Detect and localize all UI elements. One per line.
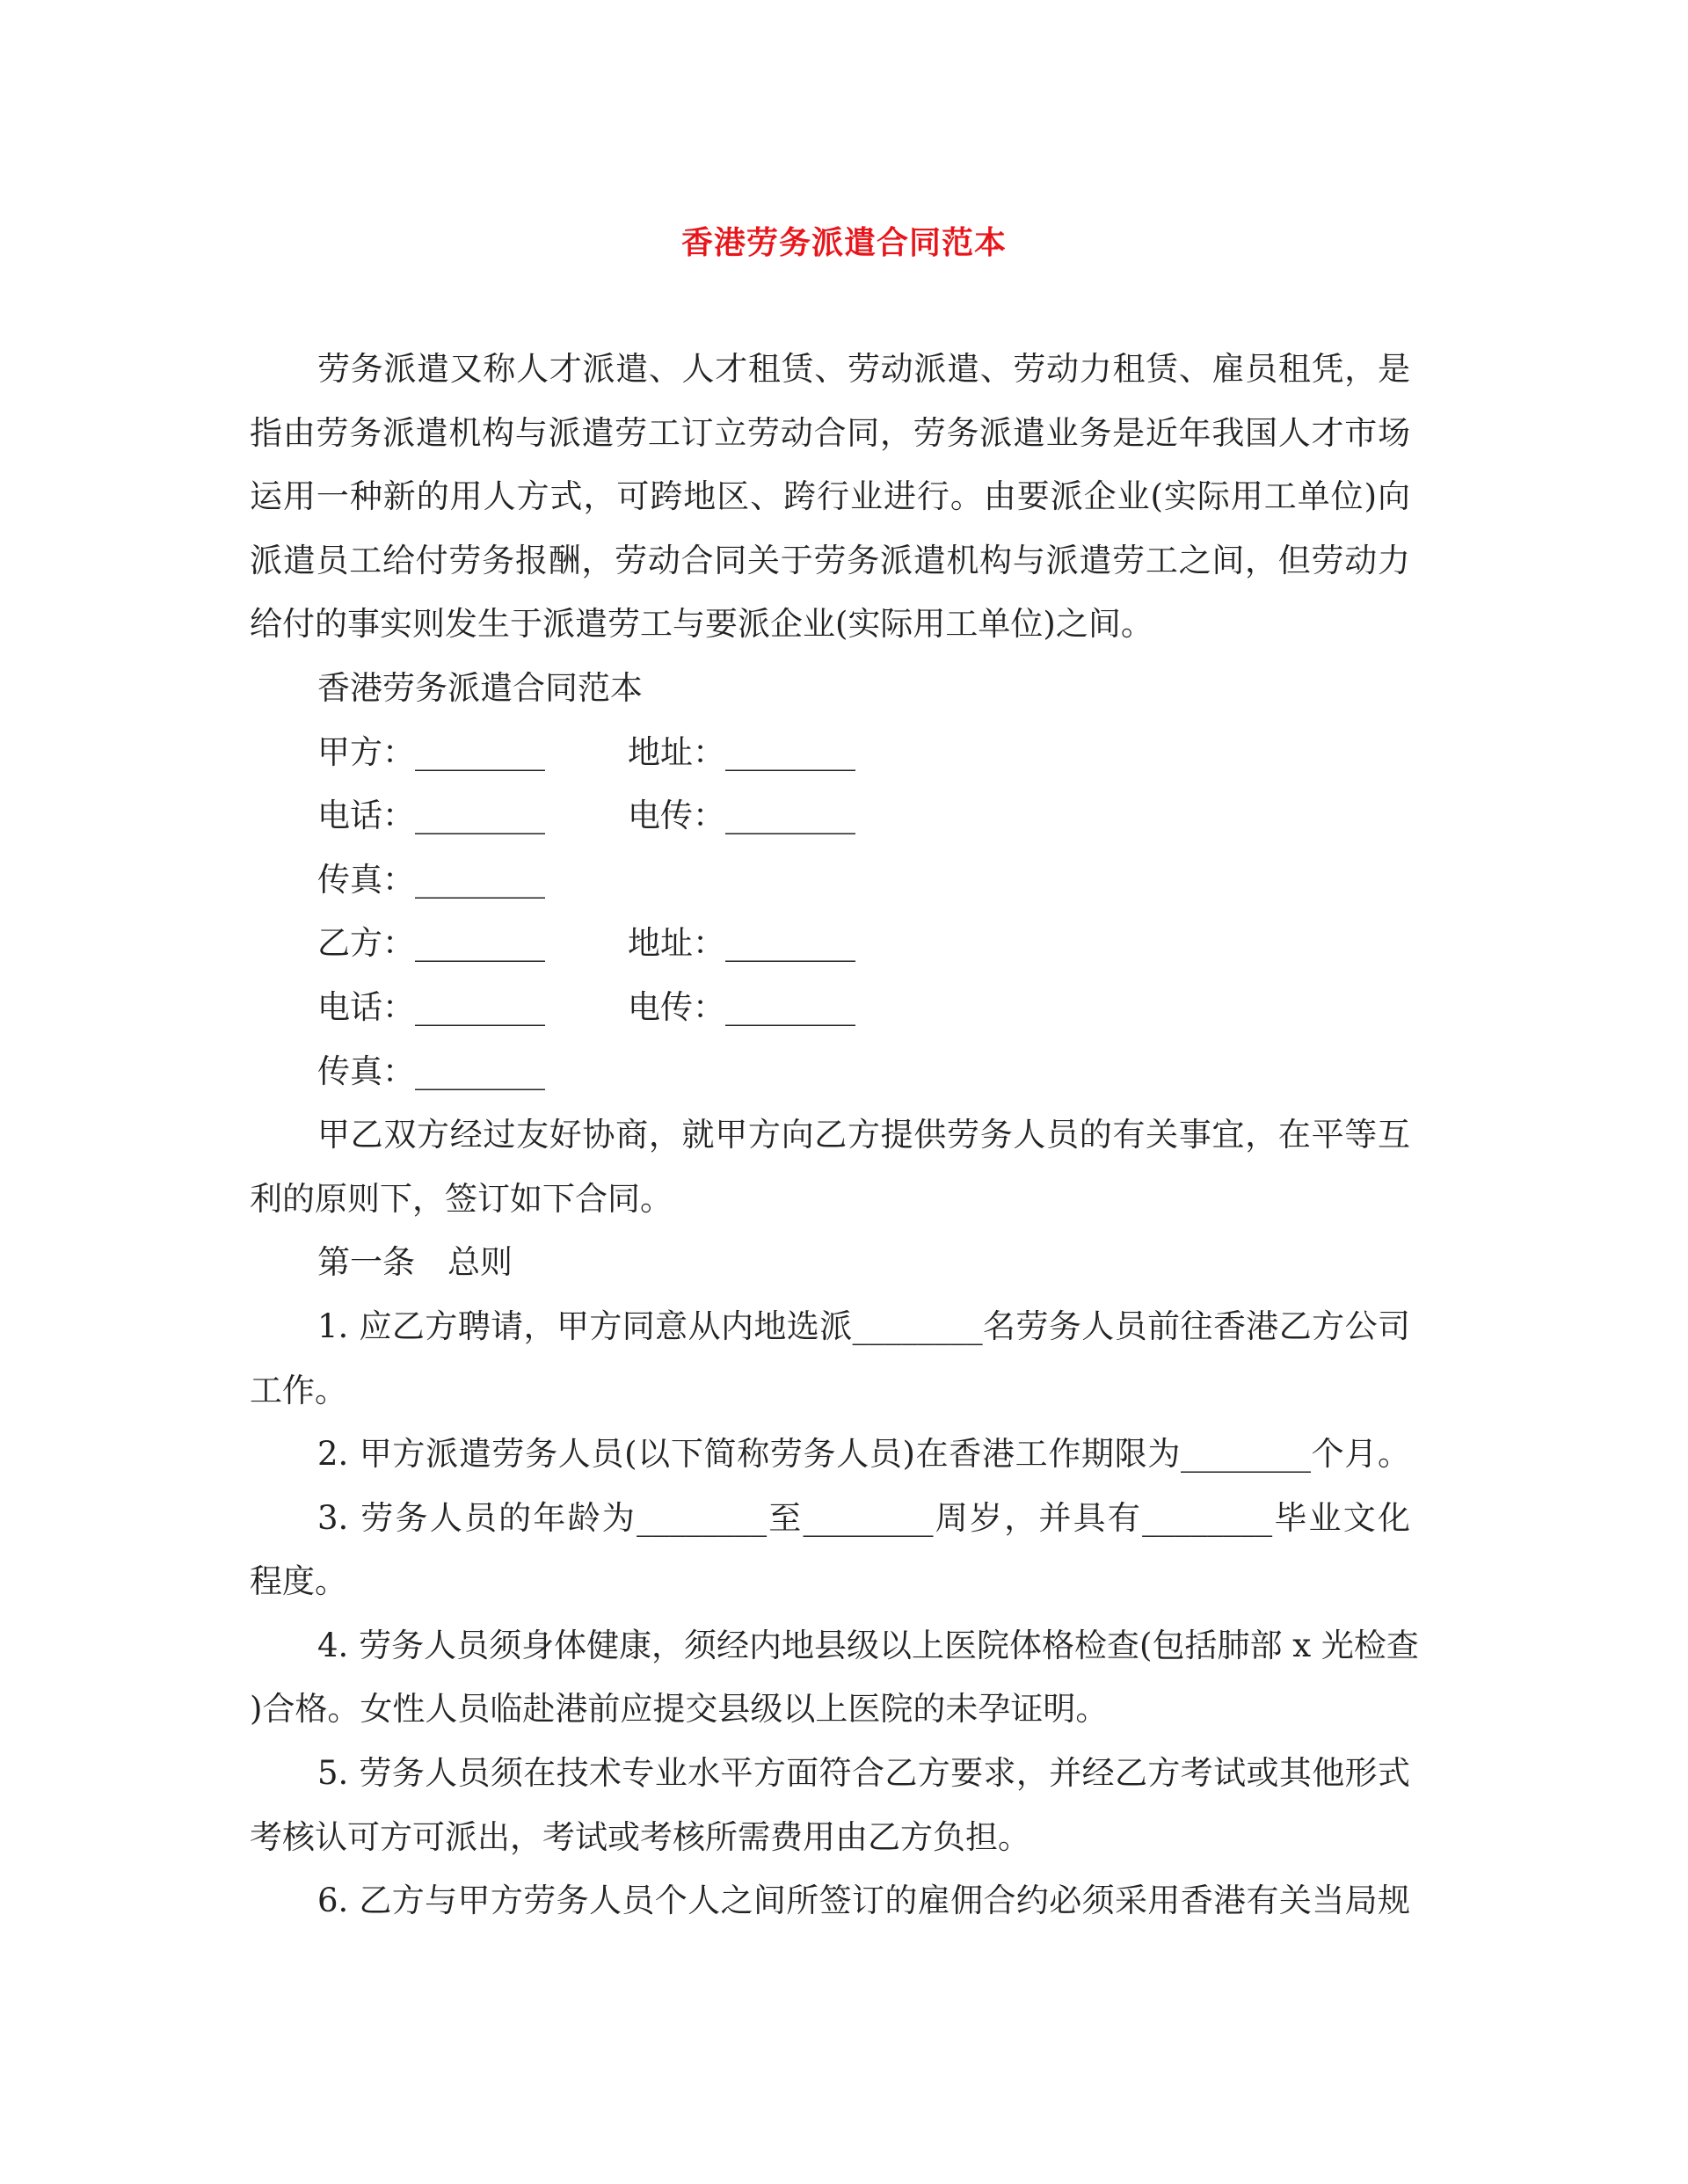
form-field-row [250, 784, 1410, 848]
form-field: 传真：________ [317, 860, 545, 899]
text-line: 指由劳务派遣机构与派遣劳工订立劳动合同，劳务派遣业务是近年我国人才市场 [250, 413, 1410, 452]
text-line: 2. 甲方派遣劳务人员(以下简称劳务人员)在香港工作期限为________个月。 [317, 1435, 1410, 1474]
text-line: 第一条 总则 [317, 1243, 513, 1282]
text-line: )合格。女性人员临赴港前应提交县级以上医院的未孕证明。 [250, 1690, 1109, 1729]
form-field: 乙方：________ [317, 924, 545, 963]
document-body [250, 338, 1419, 1933]
form-field: 地址：________ [628, 732, 855, 771]
text-line: 程度。 [250, 1562, 347, 1601]
text-line: 给付的事实则发生于派遣劳工与要派企业(实际用工单位)之间。 [250, 605, 1153, 644]
text-line: 运用一种新的用人方式，可跨地区、跨行业进行。由要派企业(实际用工单位)向 [250, 477, 1410, 516]
form-field-row [250, 721, 1410, 785]
document-title: 香港劳务派遣合同范本 [680, 224, 1007, 261]
text-line: 甲乙双方经过友好协商，就甲方向乙方提供劳务人员的有关事宜，在平等互 [317, 1116, 1410, 1154]
form-field-row [250, 976, 1410, 1040]
text-line: 4. 劳务人员须身体健康，须经内地县级以上医院体格检查(包括肺部 x 光检查 [317, 1626, 1419, 1664]
text-line: 6. 乙方与甲方劳务人员个人之间所签订的雇佣合约必须采用香港有关当局规 [317, 1882, 1410, 1920]
form-field: 电话：________ [317, 987, 545, 1026]
text-line: 1. 应乙方聘请，甲方同意从内地选派________名劳务人员前往香港乙方公司 [317, 1307, 1410, 1345]
form-field: 甲方：________ [317, 732, 545, 771]
text-line: 5. 劳务人员须在技术专业水平方面符合乙方要求，并经乙方考试或其他形式 [317, 1754, 1410, 1793]
text-line: 派遣员工给付劳务报酬，劳动合同关于劳务派遣机构与派遣劳工之间，但劳动力 [250, 541, 1410, 579]
text-line: 香港劳务派遣合同范本 [317, 668, 643, 707]
form-field: 地址：________ [628, 924, 855, 963]
form-field-row [250, 912, 1410, 976]
text-line: 3. 劳务人员的年龄为________至________周岁，并具有________毕业文化 [317, 1498, 1410, 1537]
form-field-row [250, 1040, 1410, 1104]
form-field: 电传：________ [628, 797, 855, 835]
form-field-row [250, 848, 1410, 913]
form-field: 传真：________ [317, 1052, 545, 1090]
text-line: 劳务派遣又称人才派遣、人才租赁、劳动派遣、劳动力租赁、雇员租凭，是 [317, 350, 1410, 388]
text-line: 考核认可方可派出，考试或考核所需费用由乙方负担。 [250, 1817, 1030, 1856]
text-line: 工作。 [250, 1371, 347, 1409]
text-line: 利的原则下，签订如下合同。 [250, 1179, 673, 1218]
form-field: 电话：________ [317, 797, 545, 835]
form-field: 电传：________ [628, 987, 855, 1026]
